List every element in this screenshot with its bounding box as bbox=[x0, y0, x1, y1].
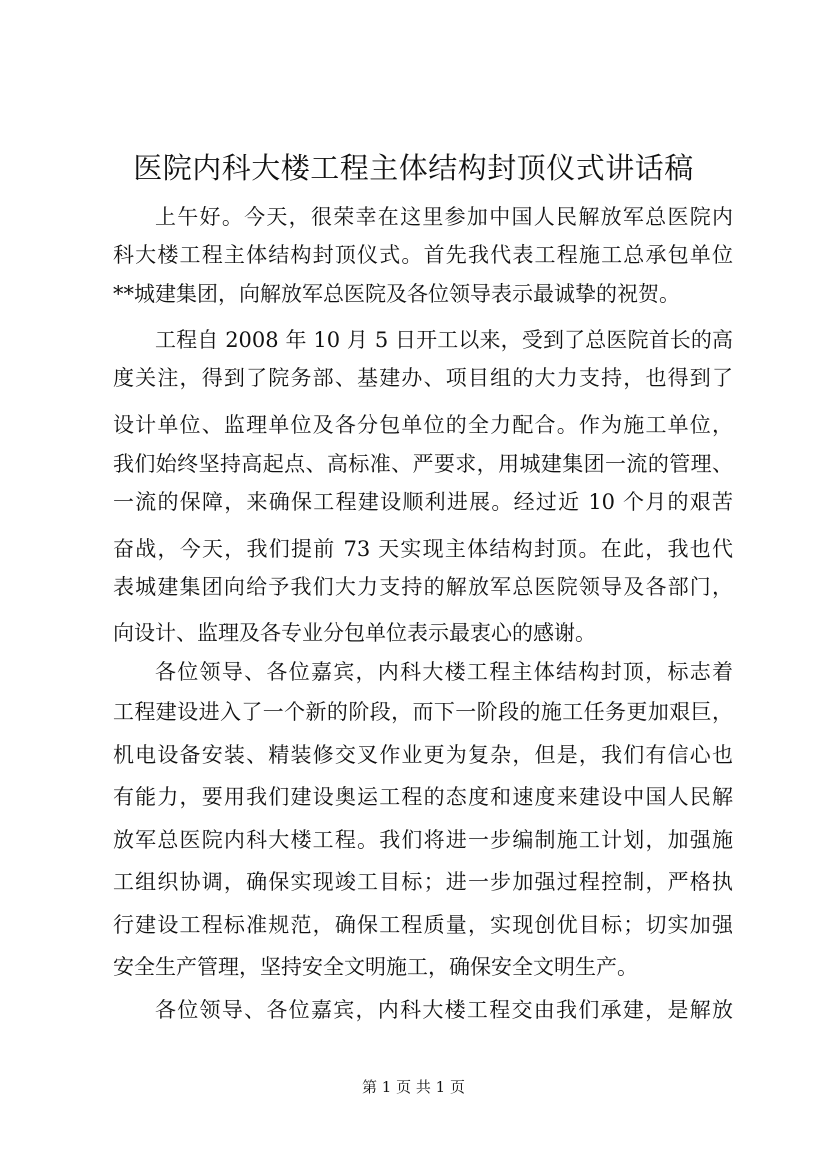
text-line: 工程建设进入了一个新的阶段，而下一阶段的施工任务更加艰巨， bbox=[113, 700, 733, 724]
text-line: 安全生产管理，坚持安全文明施工，确保安全文明生产。 bbox=[113, 955, 638, 979]
text-line: 工组织协调，确保实现竣工目标；进一步加强过程控制，严格执 bbox=[113, 870, 733, 894]
text-line: 设计单位、监理单位及各分包单位的全力配合。作为施工单位， bbox=[113, 413, 733, 437]
text-line: 各位领导、各位嘉宾，内科大楼工程交由我们承建，是解放 bbox=[155, 998, 733, 1022]
text-line: 向设计、监理及各专业分包单位表示最衷心的感谢。 bbox=[113, 621, 596, 645]
text-line: 我们始终坚持高起点、高标准、严要求，用城建集团一流的管理、 bbox=[113, 452, 733, 476]
text-line: 上午好。今天，很荣幸在这里参加中国人民解放军总医院内 bbox=[155, 205, 733, 229]
text-line: 科大楼工程主体结构封顶仪式。首先我代表工程施工总承包单位 bbox=[113, 243, 733, 267]
text-line: 各位领导、各位嘉宾，内科大楼工程主体结构封顶，标志着 bbox=[155, 660, 733, 684]
text-line: 奋战，今天，我们提前 73 天实现主体结构封顶。在此，我也代 bbox=[113, 537, 733, 561]
text-line: 一流的保障，来确保工程建设顺利进展。经过近 10 个月的艰苦 bbox=[113, 490, 733, 514]
text-line: 工程自 2008 年 10 月 5 日开工以来，受到了总医院首长的高 bbox=[155, 328, 733, 352]
text-line: 机电设备安装、精装修交叉作业更为复杂，但是，我们有信心也 bbox=[113, 743, 733, 767]
text-line: 度关注，得到了院务部、基建办、项目组的大力支持，也得到了 bbox=[113, 366, 733, 390]
text-line: 行建设工程标准规范，确保工程质量，实现创优目标；切实加强 bbox=[113, 913, 733, 937]
text-line: 放军总医院内科大楼工程。我们将进一步编制施工计划，加强施 bbox=[113, 828, 733, 852]
text-line: **城建集团，向解放军总医院及各位领导表示最诚挚的祝贺。 bbox=[113, 282, 680, 306]
text-line: 表城建集团向给予我们大力支持的解放军总医院领导及各部门， bbox=[113, 575, 733, 599]
text-line: 有能力，要用我们建设奥运工程的态度和速度来建设中国人民解 bbox=[113, 785, 733, 809]
page-number-footer: 第 1 页 共 1 页 bbox=[362, 1078, 465, 1096]
document-title: 医院内科大楼工程主体结构封顶仪式讲话稿 bbox=[133, 151, 694, 185]
